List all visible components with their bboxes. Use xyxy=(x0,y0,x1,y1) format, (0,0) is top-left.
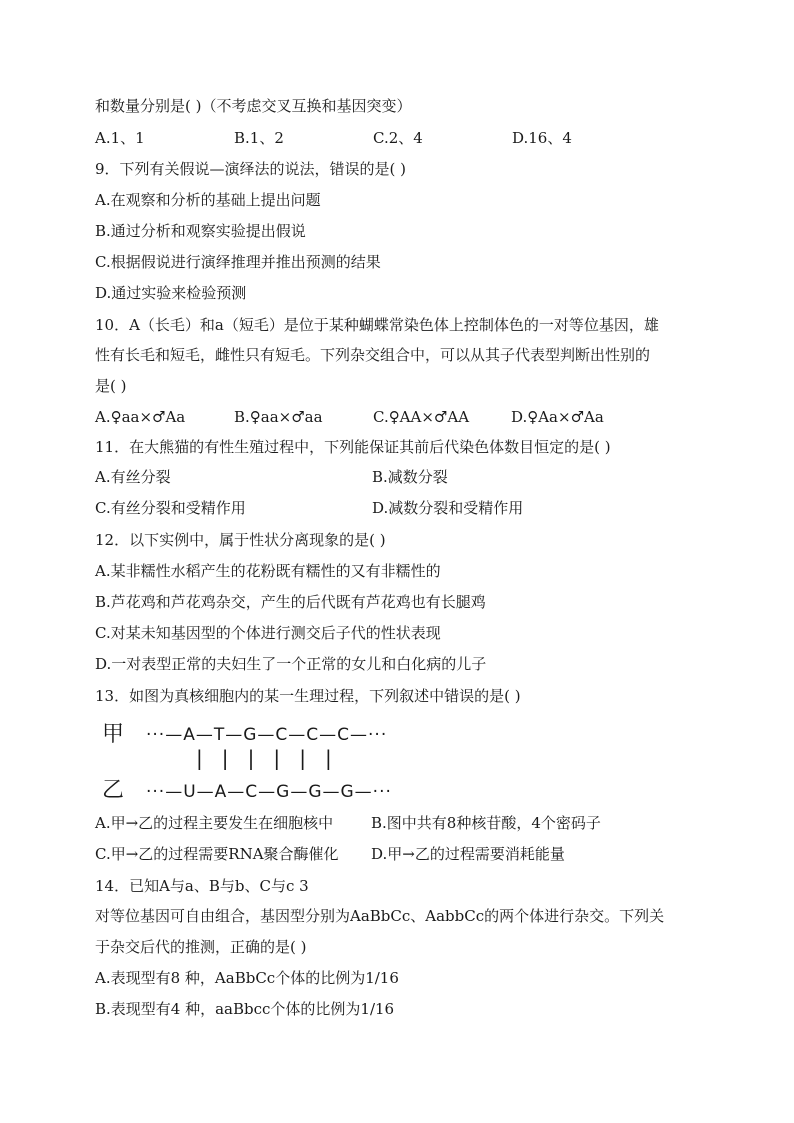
q9-stem: 9．下列有关假说—演绎法的说法，错误的是( ) xyxy=(95,160,407,178)
strand-label-jia: 甲 xyxy=(102,722,125,747)
q8-option-a[interactable]: A.1、1 xyxy=(95,129,145,147)
strand-label-yi: 乙 xyxy=(102,778,125,803)
q12-stem: 12．以下实例中，属于性状分离现象的是( ) xyxy=(95,531,386,549)
q13-option-d[interactable]: D.甲→乙的过程需要消耗能量 xyxy=(371,845,565,863)
q10-option-a[interactable]: A.♀aa×♂Aa xyxy=(95,408,186,426)
q13-option-a[interactable]: A.甲→乙的过程主要发生在细胞核中 xyxy=(95,814,334,832)
q13-stem: 13．如图为真核细胞内的某一生理过程，下列叙述中错误的是( ) xyxy=(95,687,521,705)
q9-option-a[interactable]: A.在观察和分析的基础上提出问题 xyxy=(95,191,321,209)
q10-option-c[interactable]: C.♀AA×♂AA xyxy=(373,408,470,426)
q11-option-b[interactable]: B.减数分裂 xyxy=(372,468,448,486)
q9-option-d[interactable]: D.通过实验来检验预测 xyxy=(95,284,247,302)
q9-option-c[interactable]: C.根据假说进行演绎推理并推出预测的结果 xyxy=(95,253,381,271)
q11-stem: 11．在大熊猫的有性生殖过程中，下列能保证其前后代染色体数目恒定的是( ) xyxy=(95,438,611,456)
q10-option-b[interactable]: B.♀aa×♂aa xyxy=(234,408,323,426)
q11-option-c[interactable]: C.有丝分裂和受精作用 xyxy=(95,499,246,517)
q8-stem-tail: 和数量分别是( )（不考虑交叉互换和基因突变） xyxy=(95,97,412,115)
q12-option-a[interactable]: A.某非糯性水稻产生的花粉既有糯性的又有非糯性的 xyxy=(95,562,441,580)
q8-option-d[interactable]: D.16、4 xyxy=(512,129,572,147)
q11-option-d[interactable]: D.减数分裂和受精作用 xyxy=(372,499,524,517)
q8-option-c[interactable]: C.2、4 xyxy=(373,129,423,147)
q10-stem-line-3: 是( ) xyxy=(95,377,127,395)
q14-stem-line-1: 14．已知A与a、B与b、C与c 3 xyxy=(95,877,309,895)
q12-option-d[interactable]: D.一对表型正常的夫妇生了一个正常的女儿和白化病的儿子 xyxy=(95,655,487,673)
q12-option-b[interactable]: B.芦花鸡和芦花鸡杂交，产生的后代既有芦花鸡也有长腿鸡 xyxy=(95,593,486,611)
q8-option-b[interactable]: B.1、2 xyxy=(234,129,284,147)
rna-strand-bottom: ···—U—A—C—G—G—G—··· xyxy=(146,782,392,802)
q12-option-c[interactable]: C.对某未知基因型的个体进行测交后子代的性状表现 xyxy=(95,624,441,642)
base-pair-bonds: | | | | | | xyxy=(196,746,332,770)
q14-stem-line-3: 于杂交后代的推测，正确的是( ) xyxy=(95,938,307,956)
q14-stem-line-2: 对等位基因可自由组合，基因型分别为AaBbCc、AabbCc的两个体进行杂交。下列关 xyxy=(95,907,665,925)
q11-option-a[interactable]: A.有丝分裂 xyxy=(95,468,171,486)
q9-option-b[interactable]: B.通过分析和观察实验提出假说 xyxy=(95,222,306,240)
q14-option-a[interactable]: A.表现型有8 种，AaBbCc个体的比例为1/16 xyxy=(95,969,399,987)
q10-stem-line-1: 10．A（长毛）和a（短毛）是位于某种蝴蝶常染色体上控制体色的一对等位基因，雄 xyxy=(95,316,659,334)
dna-strand-top: ···—A—T—G—C—C—C—··· xyxy=(146,725,388,745)
q10-option-d[interactable]: D.♀Aa×♂Aa xyxy=(511,408,604,426)
q14-option-b[interactable]: B.表现型有4 种，aaBbcc个体的比例为1/16 xyxy=(95,1000,395,1018)
q13-option-b[interactable]: B.图中共有8种核苷酸，4个密码子 xyxy=(371,814,601,832)
q13-option-c[interactable]: C.甲→乙的过程需要RNA聚合酶催化 xyxy=(95,845,339,863)
q10-stem-line-2: 性有长毛和短毛，雌性只有短毛。下列杂交组合中，可以从其子代表型判断出性别的 xyxy=(95,346,651,364)
